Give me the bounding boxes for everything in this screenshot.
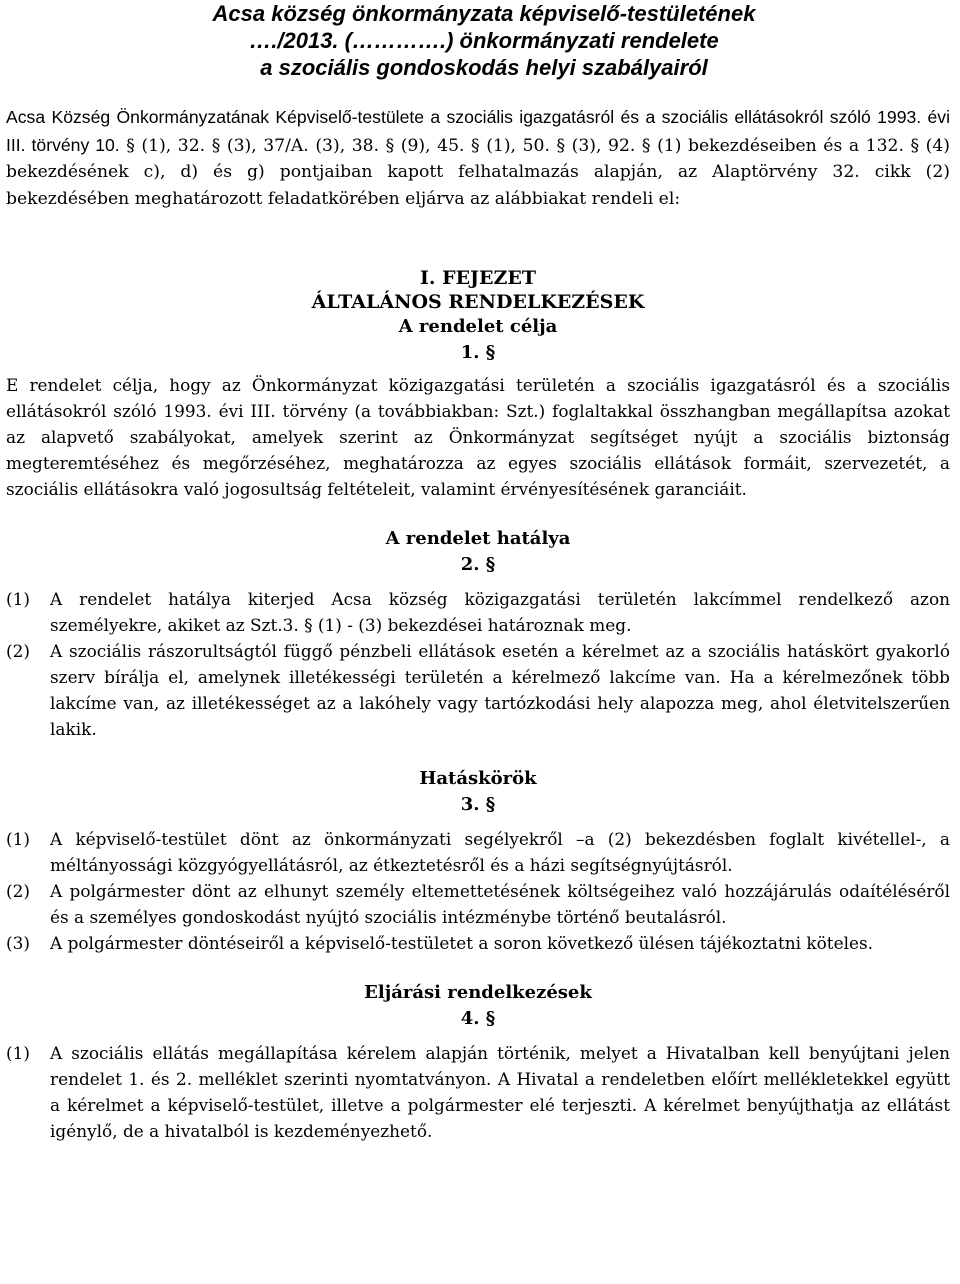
- section-4-points: [6, 1040, 950, 1144]
- section-4-number: 4. §: [460, 1008, 496, 1029]
- title-line-1: Acsa község önkormányzata képviselő-testületének: [212, 1, 756, 26]
- point-text: A képviselő-testület dönt az önkormányzati segélyekről –a (2) bekezdésben foglalt kivétellel-, a méltányossági közgyógyellátásról, az étkeztetésről és a házi segítségnyújtásról.: [50, 829, 950, 875]
- point-number: (2): [6, 641, 30, 661]
- point-text: A polgármester döntéseiről a képviselő-testületet a soron következő ülésen tájékoztatni köteles.: [50, 933, 874, 953]
- section-2-points: [6, 586, 950, 742]
- point-text: A rendelet hatálya kiterjed Acsa község közigazgatási területén lakcímmel rendelkező azon személyekre, akiket az Szt.3. § (1) - (3) bekezdései határoznak meg.: [50, 589, 950, 635]
- document-title: [18, 0, 950, 81]
- list-item: [6, 878, 950, 930]
- list-item: [6, 638, 950, 742]
- chapter-title: ÁLTALÁNOS RENDELKEZÉSEK: [311, 291, 645, 313]
- section-2-heading: A rendelet hatálya: [385, 528, 571, 549]
- preamble: [6, 104, 950, 212]
- list-item: [6, 586, 950, 638]
- section-3-heading: Hatáskörök: [419, 768, 537, 789]
- chapter-number: I. FEJEZET: [419, 267, 537, 289]
- section-1-heading: A rendelet célja: [398, 316, 558, 337]
- section-3-number: 3. §: [460, 794, 496, 815]
- section-2-number: 2. §: [460, 554, 496, 575]
- section-1-number: 1. §: [460, 342, 496, 363]
- chapter-heading: [6, 266, 950, 314]
- section-4-heading: Eljárási rendelkezések: [364, 982, 592, 1003]
- preamble-part-1: Acsa Község Önkormányzatának Képviselő-testülete a szociális igazgatásról és a szociális ellátásokról szóló 1993. évi III. törvény 10.: [6, 107, 950, 155]
- list-item: [6, 930, 950, 956]
- point-number: (3): [6, 933, 30, 953]
- list-item: [6, 1040, 950, 1144]
- point-number: (1): [6, 829, 30, 849]
- point-text: A szociális ellátás megállapítása kérelem alapján történik, melyet a Hivatalban kell benyújtani jelen rendelet 1. és 2. melléklet szerinti nyomtatványon. A Hivatal a rendeletben előírt mellékletekkel együtt a kérelmet a képviselő-testület, illetve a polgármester elé terjeszti. A kérelmet benyújthatja az ellátást igénylő, de a hivatalból is kezdeményezhető.: [50, 1043, 950, 1141]
- title-line-3: a szociális gondoskodás helyi szabályairól: [260, 55, 708, 80]
- point-number: (2): [6, 881, 30, 901]
- preamble-part-2: § (1), 32. § (3), 37/A. (3), 38. § (9), 45. § (1), 50. § (3), 92. § (1) bekezdéseiben és a 132. § (4) bekezdésének c), d) és g) pontjaiban kapott felhatalmazás alapján, az Alaptörvény 32. cikk (2) bekezdésében meghatározott feladatkörében eljárva az alábbiakat rendeli el:: [6, 135, 951, 209]
- point-text: A szociális rászorultságtól függő pénzbeli ellátások esetén a kérelmet az a szociális hatáskört gyakorló szerv bírálja el, amelynek illetékességi területén a kérelmező lakcíme van. Ha a kérelmezőnek több lakcíme van, az illetékességet az a lakóhely vagy tartózkodási hely alapozza meg, ahol életvitelszerűen lakik.: [50, 641, 950, 739]
- point-text: A polgármester dönt az elhunyt személy eltemettetésének költségeihez való hozzájárulás odaítéléséről és a személyes gondoskodást nyújtó szociális intézménybe történő beutalásról.: [50, 881, 950, 927]
- list-item: [6, 826, 950, 878]
- section-3-points: [6, 826, 950, 956]
- section-1-text: E rendelet célja, hogy az Önkormányzat közigazgatási területén a szociális igazgatásról és a szociális ellátásokról szóló 1993. évi III. törvény (a továbbiakban: Szt.) foglaltakkal összhangban megállapítsa azokat az alapvető szabályokat, amelyek szerint az Önkormányzat segítséget nyújt a szociális biztonság megteremtéséhez és megőrzéséhez, meghatározza az egyes szociális ellátások formáit, szervezetét, a szociális ellátásokra való jogosultság feltételeit, valamint érvényesítésének garanciáit.: [6, 375, 950, 499]
- point-number: (1): [6, 589, 30, 609]
- title-line-2: …./2013. (………….) önkormányzati rendelete: [249, 28, 719, 53]
- point-number: (1): [6, 1043, 30, 1063]
